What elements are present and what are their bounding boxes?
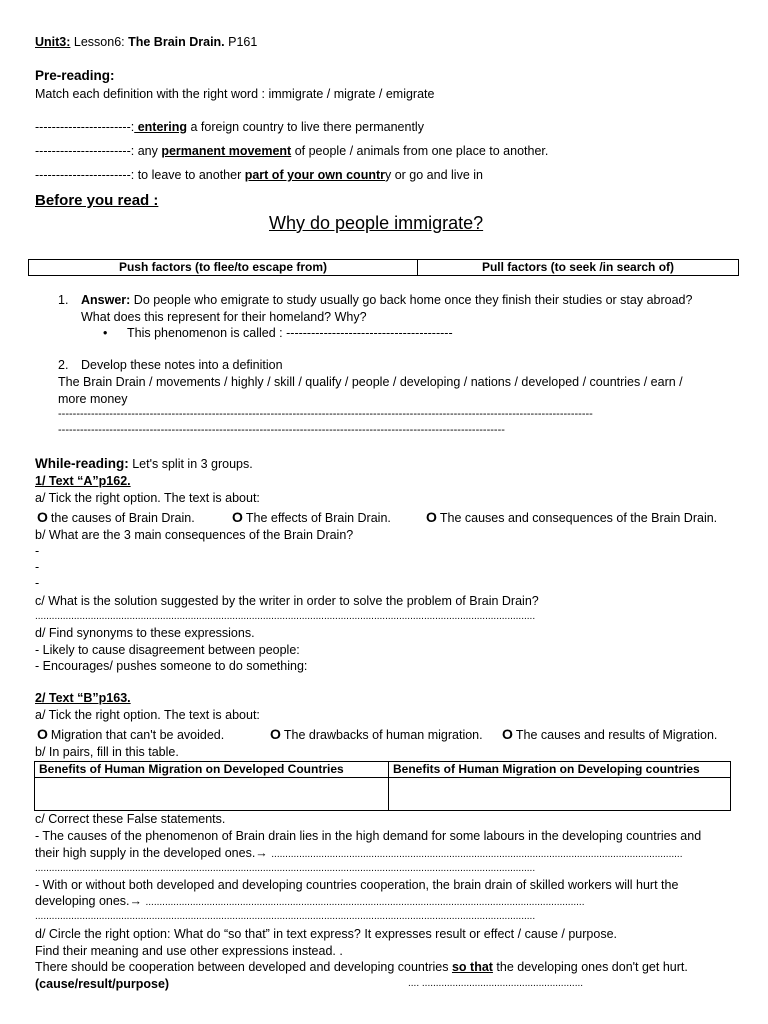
so-that-sentence bbox=[35, 959, 688, 975]
benefits-table bbox=[34, 761, 731, 811]
synonym-2: - Encourages/ pushes someone to do something: bbox=[35, 659, 308, 673]
definition-2-rest: of people / animals from one place to another. bbox=[291, 144, 549, 158]
text-b-option-2[interactable] bbox=[270, 726, 483, 743]
false-statement-1-line-1: - The causes of the phenomenon of Brain drain lies in the high demand for some labours in the developing countries and bbox=[35, 829, 702, 843]
phenomenon-blank[interactable]: This phenomenon is called : ---------------------------------------- bbox=[127, 326, 453, 340]
circle-options[interactable]: (cause/result/purpose) bbox=[35, 977, 170, 991]
option-label: The drawbacks of human migration. bbox=[283, 728, 483, 742]
definition-2 bbox=[35, 143, 548, 159]
push-factors-header: Push factors (to flee/to escape from) bbox=[29, 260, 418, 276]
question-1-line-1 bbox=[81, 292, 692, 308]
while-reading-line bbox=[35, 456, 253, 472]
option-label: the causes of Brain Drain. bbox=[50, 511, 195, 525]
developing-benefits-header: Benefits of Human Migration on Developing countries bbox=[389, 762, 731, 778]
text-b-heading: 2/ Text “B”p163. bbox=[35, 691, 131, 705]
definition-1-key: entering bbox=[134, 120, 188, 134]
developing-benefits-cell[interactable] bbox=[389, 778, 731, 811]
question-2-notes-line-1: The Brain Drain / movements / highly / skill / qualify / people / developing / nations / developed / countries / earn / bbox=[58, 375, 683, 389]
option-label: Migration that can't be avoided. bbox=[50, 728, 225, 742]
text-a-option-3[interactable] bbox=[426, 509, 717, 526]
question-2-answer-line-1[interactable]: -------------------------------------------------------------------------------------------------------------------------------------------------- bbox=[58, 408, 593, 420]
false-statement-1-end: their high supply in the developed ones.→ bbox=[35, 846, 272, 860]
false-statement-2-end: developing ones.→ bbox=[35, 894, 146, 908]
unit-label: Unit3: bbox=[35, 35, 71, 49]
text-b-question-a: a/ Tick the right option. The text is about: bbox=[35, 708, 260, 722]
consequence-line-1[interactable]: - bbox=[35, 544, 40, 558]
sentence-end: the developing ones don't get hurt. bbox=[492, 960, 688, 974]
definition-1-blank[interactable]: -----------------------: bbox=[35, 120, 135, 134]
consequence-line-3[interactable]: - bbox=[35, 576, 40, 590]
developed-benefits-cell[interactable] bbox=[35, 778, 389, 811]
topic-title: The Brain Drain. bbox=[128, 35, 225, 49]
correction-1-extra-line[interactable]: .................................................................................................................................................................................... bbox=[35, 863, 536, 874]
text-a-option-2[interactable] bbox=[232, 509, 391, 526]
question-2-answer-line-2[interactable]: -------------------------------------------------------------------------------------------------------------------------- bbox=[58, 424, 505, 436]
pre-reading-instruction: Match each definition with the right word : immigrate / migrate / emigrate bbox=[35, 87, 435, 101]
definition-3-blank[interactable]: -----------------------: bbox=[35, 168, 135, 182]
option-label: The causes and consequences of the Brain Drain. bbox=[439, 511, 718, 525]
definition-2-key: permanent movement bbox=[161, 144, 292, 158]
correction-2-extra-line[interactable]: .................................................................................................................................................................................... bbox=[35, 911, 536, 922]
option-circle-icon[interactable]: O bbox=[37, 726, 48, 742]
definition-3-key: part of your own countr bbox=[244, 168, 385, 182]
text-b-question-d-instruction: Find their meaning and use other expressions instead. . bbox=[35, 944, 343, 958]
while-reading-intro: Let's split in 3 groups. bbox=[128, 457, 253, 471]
lesson-label: Lesson6: bbox=[70, 35, 129, 49]
definition-1 bbox=[35, 119, 424, 135]
text-a-question-d: d/ Find synonyms to these expressions. bbox=[35, 626, 255, 640]
text-b-question-b: b/ In pairs, fill in this table. bbox=[35, 745, 179, 759]
before-you-read-heading: Before you read : bbox=[35, 192, 159, 209]
question-2-notes-line-2: more money bbox=[58, 392, 128, 406]
bullet-icon: • bbox=[103, 326, 108, 340]
question-1-number: 1. bbox=[58, 293, 69, 307]
definition-3 bbox=[35, 167, 483, 183]
option-label: The effects of Brain Drain. bbox=[245, 511, 391, 525]
question-2-number: 2. bbox=[58, 358, 69, 372]
false-statement-2-line-1: - With or without both developed and developing countries cooperation, the brain drain of skilled workers will hurt the bbox=[35, 878, 679, 892]
definition-2-blank[interactable]: -----------------------: bbox=[35, 144, 135, 158]
correction-2-dots[interactable]: .............................................................................................................................................................. bbox=[145, 897, 585, 908]
text-a-question-b: b/ What are the 3 main consequences of the Brain Drain? bbox=[35, 528, 354, 542]
sentence-key: so that bbox=[451, 960, 493, 974]
text-a-heading: 1/ Text “A”p162. bbox=[35, 474, 131, 488]
text-a-answer-c[interactable]: .................................................................................................................................................................................... bbox=[35, 611, 536, 622]
definition-3-pre: to leave to another bbox=[134, 168, 245, 182]
immigrate-question-title: Why do people immigrate? bbox=[269, 213, 484, 233]
text-b-question-d: d/ Circle the right option: What do “so that” in text express? It expresses result or effect / cause / purpose. bbox=[35, 927, 617, 941]
text-b-option-1[interactable] bbox=[37, 726, 224, 743]
definition-3-rest: y or go and live in bbox=[385, 168, 483, 182]
text-b-question-c: c/ Correct these False statements. bbox=[35, 812, 226, 826]
text-a-question-a: a/ Tick the right option. The text is about: bbox=[35, 491, 260, 505]
definition-2-pre: any bbox=[134, 144, 162, 158]
developed-benefits-header: Benefits of Human Migration on Developed Countries bbox=[35, 762, 389, 778]
text-a-question-c: c/ What is the solution suggested by the writer in order to solve the problem of Brain Drain? bbox=[35, 594, 539, 608]
expression-answer-dots[interactable]: .... .......................................................... bbox=[408, 978, 584, 989]
push-pull-table bbox=[28, 259, 739, 276]
correction-1-dots[interactable]: .................................................................................................................................................... bbox=[271, 849, 683, 860]
lesson-header bbox=[35, 34, 257, 50]
page-ref: P161 bbox=[224, 35, 258, 49]
option-label: The causes and results of Migration. bbox=[515, 728, 718, 742]
while-reading-heading: While-reading: bbox=[35, 456, 129, 471]
answer-label: Answer: bbox=[81, 293, 131, 307]
pre-reading-heading: Pre-reading: bbox=[35, 68, 115, 83]
option-circle-icon[interactable]: O bbox=[502, 726, 513, 742]
text-a-option-1[interactable] bbox=[37, 509, 195, 526]
option-circle-icon[interactable]: O bbox=[232, 509, 243, 525]
sentence-start: There should be cooperation between developed and developing countries bbox=[35, 960, 452, 974]
pull-factors-header: Pull factors (to seek /in search of) bbox=[418, 260, 739, 276]
definition-1-rest: a foreign country to live there permanently bbox=[187, 120, 424, 134]
question-2-title: Develop these notes into a definition bbox=[81, 358, 283, 372]
option-circle-icon[interactable]: O bbox=[37, 509, 48, 525]
synonym-1: - Likely to cause disagreement between people: bbox=[35, 643, 300, 657]
consequence-line-2[interactable]: - bbox=[35, 560, 40, 574]
question-1-line-2: What does this represent for their homeland? Why? bbox=[81, 310, 367, 324]
question-1-text: Do people who emigrate to study usually go back home once they finish their studies or stay abroad? bbox=[130, 293, 693, 307]
option-circle-icon[interactable]: O bbox=[270, 726, 281, 742]
option-circle-icon[interactable]: O bbox=[426, 509, 437, 525]
text-b-option-3[interactable] bbox=[502, 726, 717, 743]
